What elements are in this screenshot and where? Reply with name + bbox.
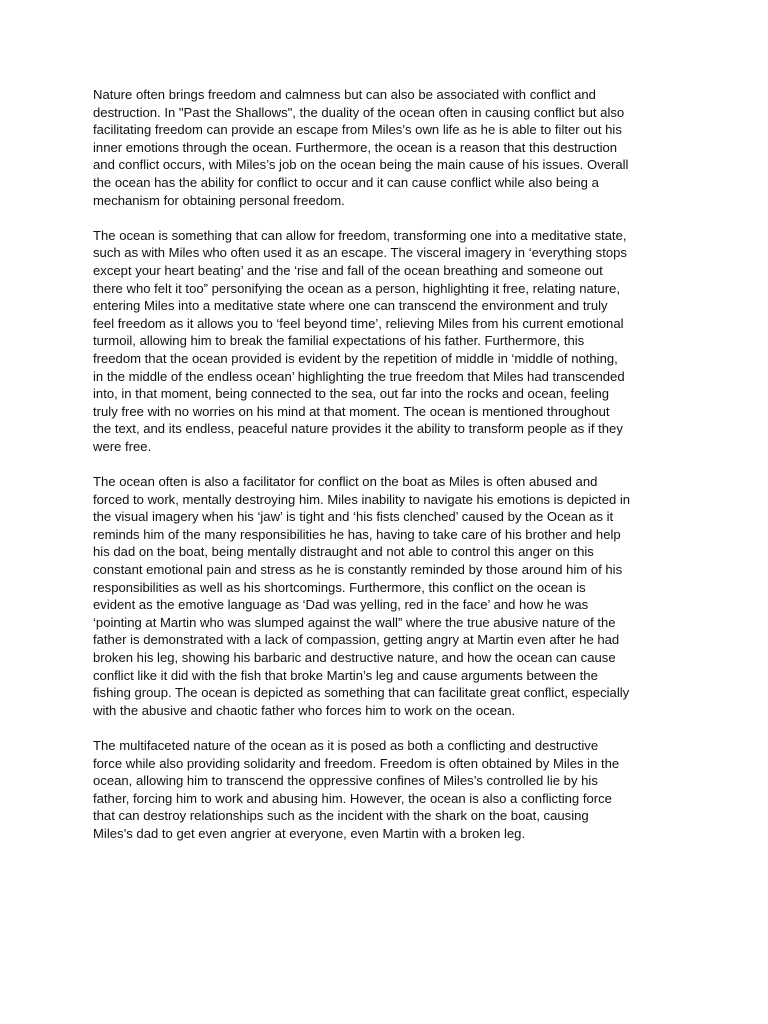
text-line: The ocean is something that can allow for freedom, transforming one into a meditative state, (93, 227, 627, 243)
text-line: facilitating freedom can provide an escape from Miles’s own life as he is able to filter out his (93, 122, 622, 138)
text-line: Nature often brings freedom and calmness but can also be associated with conflict and (93, 87, 596, 102)
text-line: into, in that moment, being connected to the sea, out far into the rocks and ocean, feeling (93, 386, 610, 402)
paragraph-2 (93, 227, 693, 456)
text-line: with the abusive and chaotic father who forces him to work on the ocean. (93, 702, 516, 718)
text-line: responsibilities as well as his shortcomings. Furthermore, this conflict on the ocean is (93, 579, 586, 595)
essay-body (93, 86, 693, 860)
text-line: mechanism for obtaining personal freedom. (93, 192, 345, 208)
text-line: his dad on the boat, being mentally distraught and not able to control this anger on this (93, 544, 594, 560)
paragraph-3 (93, 473, 693, 719)
text-line: and conflict occurs, with Miles’s job on the ocean being the main cause of his issues. Overall (93, 157, 629, 173)
text-line: Miles’s dad to get even angrier at everyone, even Martin with a broken leg. (93, 825, 526, 841)
text-line: evident as the emotive language as ‘Dad was yelling, red in the face’ and how he was (93, 597, 589, 613)
text-line: reminds him of the many responsibilities he has, having to take care of his brother and help (93, 526, 621, 542)
text-line: ocean, allowing him to transcend the oppressive confines of Miles’s controlled lie by his (93, 773, 598, 789)
text-line: inner emotions through the ocean. Furthermore, the ocean is a reason that this destruction (93, 139, 618, 155)
text-line: the ocean has the ability for conflict to occur and it can cause conflict while also being a (93, 174, 599, 190)
text-line: The ocean often is also a facilitator for conflict on the boat as Miles is often abused and (93, 474, 598, 490)
text-line: broken his leg, showing his barbaric and destructive nature, and how the ocean can cause (93, 650, 616, 665)
text-line: force while also providing solidarity and freedom. Freedom is often obtained by Miles in the (93, 755, 620, 771)
text-line: conflict like it did with the fish that broke Martin’s leg and cause arguments between the (93, 667, 598, 683)
text-line: ‘pointing at Martin who was slumped against the wall” where the true abusive nature of the (93, 614, 616, 630)
text-line: destruction. In "Past the Shallows", the duality of the ocean often in causing conflict but also (93, 104, 625, 120)
text-line: the text, and its endless, peaceful nature provides it the ability to transform people as if they (93, 421, 623, 437)
text-line: the visual imagery when his ‘jaw’ is tight and ‘his fists clenched’ caused by the Ocean as it (93, 509, 614, 525)
text-line: entering Miles into a meditative state where one can transcend the environment and truly (93, 298, 608, 314)
text-line: father, forcing him to work and abusing him. However, the ocean is also a conflicting force (93, 790, 612, 806)
paragraph-1 (93, 86, 693, 209)
text-line: The multifaceted nature of the ocean as it is posed as both a conflicting and destructive (93, 737, 599, 753)
text-line: there who felt it too” personifying the ocean as a person, highlighting it free, relating nature, (93, 280, 620, 296)
text-line: fishing group. The ocean is depicted as something that can facilitate great conflict, especially (93, 685, 630, 701)
text-line: were free. (93, 438, 152, 454)
text-line: constant emotional pain and stress as he is constantly reminded by those around him of his (93, 562, 623, 578)
text-line: except your heart beating’ and the ‘rise and fall of the ocean breathing and someone out (93, 262, 603, 278)
text-line: father is demonstrated with a lack of compassion, getting angry at Martin even after he had (93, 632, 620, 648)
text-line: truly free with no worries on his mind at that moment. The ocean is mentioned throughout (93, 403, 610, 419)
text-line: freedom that the ocean provided is evident by the repetition of middle in ‘middle of nothing, (93, 350, 618, 366)
text-line: that can destroy relationships such as the incident with the shark on the boat, causing (93, 808, 589, 824)
paragraph-4 (93, 737, 693, 843)
text-line: feel freedom as it allows you to ‘feel beyond time’, relieving Miles from his current emotional (93, 315, 624, 331)
text-line: turmoil, allowing him to break the familial expectations of his father. Furthermore, this (93, 333, 585, 349)
text-line: such as with Miles who often used it as an escape. The visceral imagery in ‘everything stops (93, 245, 627, 261)
text-line: in the middle of the endless ocean’ highlighting the true freedom that Miles had transcended (93, 368, 625, 384)
text-line: forced to work, mentally destroying him. Miles inability to navigate his emotions is depicted in (93, 491, 631, 507)
